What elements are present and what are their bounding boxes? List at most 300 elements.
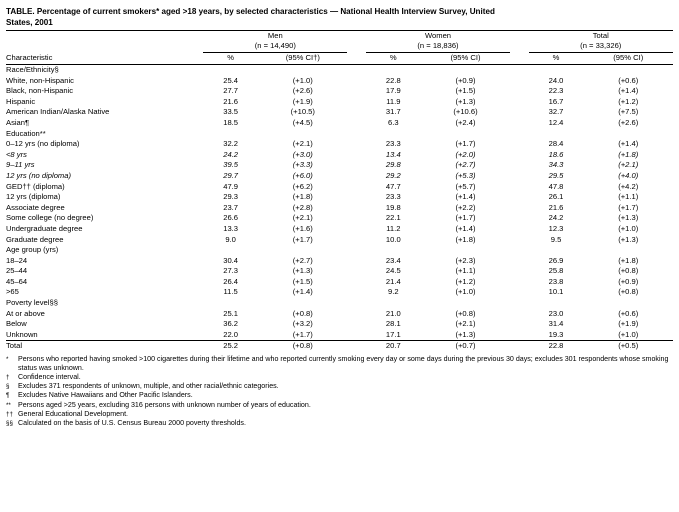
cell-ci-total: (+1.8) xyxy=(618,149,639,159)
cell-ci-total: (+1.4) xyxy=(618,86,639,96)
table-section-row xyxy=(6,64,673,75)
cell-ci-women: (+1.4) xyxy=(455,223,476,233)
footnote-marker: §§ xyxy=(6,420,13,428)
spacer-cell xyxy=(347,41,365,51)
spacer-cell xyxy=(510,160,528,171)
footnote xyxy=(6,373,673,382)
cell-ci-total: (+1.3) xyxy=(618,213,639,223)
row-label: Graduate degree xyxy=(6,234,64,244)
cell-ci-women: (+1.4) xyxy=(455,192,476,202)
group-n-men: (n = 14,490) xyxy=(254,41,296,51)
table-title-line2: States, 2001 xyxy=(6,18,53,27)
spacer-cell xyxy=(510,107,528,118)
spacer-cell xyxy=(347,181,365,192)
cell-ci-women: (+2.2) xyxy=(455,202,476,212)
cell-ci-men: (+1.3) xyxy=(292,266,313,276)
row-label: Below xyxy=(6,319,27,329)
column-header-ci-women: (95% CI) xyxy=(421,53,510,64)
cell-ci-total: (+2.1) xyxy=(618,160,639,170)
cell-ci-total: (+0.6) xyxy=(618,75,639,85)
column-header-pct-men: % xyxy=(203,53,258,64)
spacer-cell xyxy=(347,341,365,352)
spacer-cell xyxy=(347,329,365,340)
spacer-cell xyxy=(347,192,365,203)
cell-pct-women: 13.4 xyxy=(385,149,401,159)
cell-pct-men: 32.2 xyxy=(223,139,238,149)
cell-ci-women: (+1.0) xyxy=(455,287,476,297)
empty-cell xyxy=(366,298,421,309)
cell-pct-total: 25.8 xyxy=(548,266,564,276)
spacer-cell xyxy=(347,118,365,129)
footnote xyxy=(6,391,673,400)
cell-ci-women: (+1.7) xyxy=(455,139,476,149)
footnote-text: Persons who reported having smoked >100 cigarettes during their lifetime and who reported currently smoking every day or some days during the previous 30 days; excludes 301 respondents whose smoking status was unknown. xyxy=(18,354,669,372)
group-n-total: (n = 33,326) xyxy=(580,41,622,51)
row-label: 18–24 xyxy=(6,255,28,265)
cell-pct-total: 21.6 xyxy=(548,202,564,212)
table-title-line1: TABLE. Percentage of current smokers* aged xyxy=(6,7,183,16)
cell-pct-women: 20.7 xyxy=(366,341,421,352)
table-row xyxy=(6,192,673,203)
row-label: Age group (yrs) xyxy=(6,245,59,255)
cell-pct-men: 25.1 xyxy=(223,308,238,318)
spacer-cell xyxy=(510,276,528,287)
spacer-cell xyxy=(510,329,528,340)
cell-pct-men: 25.2 xyxy=(203,341,258,352)
spacer-cell xyxy=(347,308,365,319)
cell-pct-women: 47.7 xyxy=(385,181,401,191)
table-section-row xyxy=(6,245,673,256)
cell-pct-total: 23.8 xyxy=(548,276,564,286)
cell-pct-total: 29.5 xyxy=(548,170,564,180)
row-label: >65 xyxy=(6,287,19,297)
empty-cell xyxy=(366,128,421,139)
cell-pct-women: 17.9 xyxy=(385,86,401,96)
cell-ci-men: (+3.2) xyxy=(292,319,313,329)
table-row xyxy=(6,139,673,150)
spacer-cell xyxy=(347,266,365,277)
cell-pct-women: 22.1 xyxy=(385,213,401,223)
row-label: 12 yrs (diploma) xyxy=(6,192,61,202)
cell-pct-men: 26.6 xyxy=(223,213,238,223)
cell-pct-women: 23.3 xyxy=(385,139,401,149)
cell-ci-men: (+1.8) xyxy=(292,192,313,202)
cell-pct-women: 21.4 xyxy=(385,276,401,286)
cell-pct-total: 26.9 xyxy=(548,255,564,265)
spacer-cell xyxy=(510,255,528,266)
cell-ci-women: (+2.1) xyxy=(455,319,476,329)
cell-ci-women: (+2.3) xyxy=(455,255,476,265)
cell-ci-men: (+2.7) xyxy=(292,255,313,265)
cell-pct-total: 47.8 xyxy=(548,181,564,191)
cell-ci-men: (+3.0) xyxy=(292,149,313,159)
empty-cell xyxy=(529,245,584,256)
row-label: 12 yrs (no diploma) xyxy=(6,170,71,180)
cell-ci-women: (+1.2) xyxy=(455,276,476,286)
empty-cell xyxy=(584,64,673,75)
group-n-women: (n = 18,836) xyxy=(417,41,459,51)
footnote-marker: ¶ xyxy=(6,392,10,400)
empty-cell xyxy=(258,245,347,256)
spacer-cell xyxy=(347,202,365,213)
cell-pct-men: 21.6 xyxy=(223,96,238,106)
cell-pct-women: 9.2 xyxy=(388,287,399,297)
footnote xyxy=(6,355,673,373)
cell-ci-women: (+1.8) xyxy=(455,234,476,244)
cell-ci-total: (+0.8) xyxy=(618,287,639,297)
cell-ci-total: (+0.8) xyxy=(618,266,639,276)
smokers-table xyxy=(6,30,673,352)
spacer-cell xyxy=(347,86,365,97)
spacer-cell xyxy=(510,319,528,330)
empty-cell xyxy=(421,64,510,75)
empty-cell xyxy=(421,128,510,139)
spacer-cell xyxy=(510,41,528,51)
spacer-cell xyxy=(347,171,365,182)
table-row xyxy=(6,266,673,277)
table-row xyxy=(6,308,673,319)
spacer-cell xyxy=(510,118,528,129)
table-row xyxy=(6,75,673,86)
cell-ci-women: (+1.1) xyxy=(455,266,476,276)
cell-pct-women: 17.1 xyxy=(385,329,401,339)
cell-pct-men: 29.3 xyxy=(223,192,238,202)
cell-pct-total: 16.7 xyxy=(548,96,564,106)
table-row xyxy=(6,118,673,129)
cell-pct-total: 12.3 xyxy=(548,223,564,233)
table-title xyxy=(0,0,679,30)
cell-ci-men: (+0.8) xyxy=(258,341,347,352)
footnote-marker: * xyxy=(6,355,9,363)
spacer-cell xyxy=(510,234,528,245)
empty-cell xyxy=(510,298,528,309)
group-header-row xyxy=(6,31,673,42)
row-label: Asian¶ xyxy=(6,117,30,127)
spacer-cell xyxy=(6,31,203,42)
row-label: Some college (no degree) xyxy=(6,213,94,223)
cell-pct-total: 23.0 xyxy=(548,308,564,318)
cell-pct-men: 27.3 xyxy=(223,266,238,276)
cell-pct-women: 10.0 xyxy=(385,234,401,244)
cell-pct-total: 31.4 xyxy=(548,319,564,329)
cell-ci-women: (+10.6) xyxy=(453,107,478,117)
cell-pct-men: 39.5 xyxy=(223,160,238,170)
footnote-marker: ** xyxy=(6,401,11,409)
cell-ci-men: (+2.6) xyxy=(292,86,313,96)
cell-ci-women: (+5.3) xyxy=(455,170,476,180)
cell-ci-men: (+1.7) xyxy=(292,234,313,244)
empty-cell xyxy=(347,64,365,75)
group-header-men: Men xyxy=(203,31,347,42)
spacer-cell xyxy=(510,287,528,298)
group-n-row xyxy=(6,41,673,51)
cell-ci-total: (+1.9) xyxy=(618,319,639,329)
spacer-cell xyxy=(510,171,528,182)
table-row xyxy=(6,276,673,287)
cell-ci-men: (+3.3) xyxy=(292,160,313,170)
empty-cell xyxy=(510,128,528,139)
group-header-women: Women xyxy=(366,31,510,42)
cell-pct-total: 26.1 xyxy=(548,192,564,202)
spacer-cell xyxy=(510,341,528,352)
cell-pct-total: 24.0 xyxy=(548,75,564,85)
row-label: Black, non-Hispanic xyxy=(6,86,74,96)
table-row xyxy=(6,234,673,245)
cell-pct-total: 19.3 xyxy=(548,329,564,339)
spacer-cell xyxy=(347,276,365,287)
cell-pct-men: 30.4 xyxy=(223,255,238,265)
table-row xyxy=(6,255,673,266)
spacer-cell xyxy=(347,255,365,266)
cell-ci-total: (+1.7) xyxy=(618,202,639,212)
table-title-line1b: >18 years, by selected characteristics — National Health Interview Survey, United xyxy=(182,7,495,16)
row-label: 45–64 xyxy=(6,276,28,286)
spacer-cell xyxy=(510,224,528,235)
spacer-cell xyxy=(510,149,528,160)
cell-ci-women: (+0.9) xyxy=(455,75,476,85)
cell-pct-total: 22.8 xyxy=(529,341,584,352)
cell-ci-total: (+0.9) xyxy=(618,276,639,286)
cell-ci-men: (+6.2) xyxy=(292,181,313,191)
cell-pct-men: 26.4 xyxy=(223,276,238,286)
spacer-cell xyxy=(347,53,365,64)
cell-ci-total: (+1.3) xyxy=(618,234,639,244)
spacer-cell xyxy=(347,31,365,42)
row-label: <8 yrs xyxy=(6,149,27,159)
table-row xyxy=(6,224,673,235)
cell-ci-women: (+0.8) xyxy=(455,308,476,318)
spacer-cell xyxy=(347,234,365,245)
cell-pct-men: 36.2 xyxy=(223,319,238,329)
cell-ci-total: (+1.8) xyxy=(618,255,639,265)
row-label: Total xyxy=(6,341,203,352)
spacer-cell xyxy=(347,139,365,150)
spacer-cell xyxy=(347,96,365,107)
cell-ci-men: (+2.1) xyxy=(292,213,313,223)
table-total-row xyxy=(6,341,673,352)
cell-pct-women: 28.1 xyxy=(385,319,401,329)
cell-ci-women: (+2.4) xyxy=(455,117,476,127)
empty-cell xyxy=(529,64,584,75)
spacer-cell xyxy=(510,213,528,224)
cell-pct-women: 23.3 xyxy=(385,192,401,202)
column-header-row xyxy=(6,53,673,64)
cell-ci-total: (+1.1) xyxy=(618,192,639,202)
footnote-text: General Educational Development. xyxy=(18,409,129,418)
footnote xyxy=(6,401,673,410)
table-row xyxy=(6,86,673,97)
cell-ci-women: (+2.7) xyxy=(455,160,476,170)
cell-pct-men: 13.3 xyxy=(223,223,238,233)
empty-cell xyxy=(584,298,673,309)
cell-ci-total: (+4.2) xyxy=(618,181,639,191)
cell-ci-men: (+4.5) xyxy=(292,117,313,127)
cell-ci-total: (+2.6) xyxy=(618,117,639,127)
cell-ci-men: (+1.9) xyxy=(292,96,313,106)
footnote-text: Persons aged >25 years, excluding 316 persons with unknown number of years of education. xyxy=(18,400,311,409)
footnotes xyxy=(6,355,673,429)
cell-ci-men: (+6.0) xyxy=(292,170,313,180)
row-label: Undergraduate degree xyxy=(6,223,83,233)
cell-ci-men: (+2.1) xyxy=(292,139,313,149)
empty-cell xyxy=(258,128,347,139)
footnote-text: Confidence interval. xyxy=(18,373,81,382)
table-row xyxy=(6,96,673,107)
cell-pct-women: 22.8 xyxy=(385,75,401,85)
table-row xyxy=(6,329,673,340)
spacer-cell xyxy=(510,202,528,213)
spacer-cell xyxy=(510,53,528,64)
empty-cell xyxy=(510,64,528,75)
footnote-marker: † xyxy=(6,374,10,382)
empty-cell xyxy=(510,245,528,256)
empty-cell xyxy=(366,245,421,256)
table-row xyxy=(6,213,673,224)
empty-cell xyxy=(203,128,258,139)
table-row xyxy=(6,160,673,171)
empty-cell xyxy=(421,245,510,256)
row-label: 25–44 xyxy=(6,266,28,276)
row-label: 9–11 yrs xyxy=(6,160,35,170)
empty-cell xyxy=(584,128,673,139)
spacer-cell xyxy=(347,149,365,160)
empty-cell xyxy=(203,64,258,75)
spacer-cell xyxy=(347,107,365,118)
row-label: Unknown xyxy=(6,329,38,339)
cell-pct-men: 18.5 xyxy=(223,117,238,127)
footnote-text: Calculated on the basis of U.S. Census Bureau 2000 poverty thresholds. xyxy=(18,419,246,428)
cell-pct-women: 24.5 xyxy=(385,266,401,276)
cell-pct-women: 19.8 xyxy=(385,202,401,212)
table-section-row xyxy=(6,298,673,309)
column-header-pct-women: % xyxy=(366,53,421,64)
footnote xyxy=(6,419,673,428)
cell-pct-total: 34.3 xyxy=(548,160,564,170)
group-header-total: Total xyxy=(529,31,673,42)
cell-pct-total: 9.5 xyxy=(550,234,562,244)
cell-pct-men: 29.7 xyxy=(223,170,238,180)
cell-pct-men: 22.0 xyxy=(223,329,238,339)
spacer-cell xyxy=(347,160,365,171)
row-label: GED†† (diploma) xyxy=(6,181,65,191)
spacer-cell xyxy=(510,139,528,150)
spacer-cell xyxy=(510,31,528,42)
table-row xyxy=(6,319,673,330)
column-header-ci-men: (95% CI†) xyxy=(258,53,347,64)
cell-ci-men: (+1.7) xyxy=(292,329,313,339)
cell-pct-men: 27.7 xyxy=(223,86,238,96)
cell-ci-women: (+1.7) xyxy=(455,213,476,223)
empty-cell xyxy=(203,245,258,256)
table-row xyxy=(6,149,673,160)
spacer-cell xyxy=(510,96,528,107)
footnote-text: Excludes Native Hawaiians and Other Pacific Islanders. xyxy=(18,391,193,400)
empty-cell xyxy=(258,64,347,75)
cell-ci-men: (+0.8) xyxy=(292,308,313,318)
cell-pct-total: 32.7 xyxy=(548,107,564,117)
spacer-cell xyxy=(510,181,528,192)
cell-pct-women: 29.8 xyxy=(385,160,401,170)
cell-pct-men: 23.7 xyxy=(223,202,238,212)
cell-pct-men: 24.2 xyxy=(223,149,238,159)
spacer-cell xyxy=(347,319,365,330)
cell-ci-men: (+1.4) xyxy=(292,287,313,297)
row-label: Hispanic xyxy=(6,96,36,106)
cell-ci-men: (+2.8) xyxy=(292,202,313,212)
row-label: Education** xyxy=(6,128,46,138)
empty-cell xyxy=(203,298,258,309)
column-header-pct-total: % xyxy=(529,53,584,64)
empty-cell xyxy=(366,64,421,75)
cell-ci-women: (+5.7) xyxy=(455,181,476,191)
cell-ci-total: (+1.0) xyxy=(618,223,639,233)
cell-pct-men: 47.9 xyxy=(223,181,238,191)
empty-cell xyxy=(258,298,347,309)
cell-ci-women: (+0.7) xyxy=(421,341,510,352)
cell-ci-total: (+1.4) xyxy=(618,139,639,149)
cell-pct-women: 21.0 xyxy=(385,308,401,318)
empty-cell xyxy=(421,298,510,309)
empty-cell xyxy=(347,128,365,139)
row-label: 0–12 yrs (no diploma) xyxy=(6,139,80,149)
cell-pct-total: 24.2 xyxy=(548,213,564,223)
row-label: Race/Ethnicity§ xyxy=(6,65,59,74)
cell-ci-men: (+10.5) xyxy=(290,107,315,117)
spacer-cell xyxy=(347,75,365,86)
cell-ci-men: (+1.5) xyxy=(292,276,313,286)
spacer-cell xyxy=(347,287,365,298)
cell-pct-men: 9.0 xyxy=(225,234,236,244)
cell-ci-total: (+1.0) xyxy=(618,329,639,339)
cell-ci-women: (+1.3) xyxy=(455,96,476,106)
cell-pct-women: 11.9 xyxy=(386,96,401,106)
footnote-marker: § xyxy=(6,383,10,391)
cell-pct-women: 11.2 xyxy=(386,223,401,233)
footnote xyxy=(6,382,673,391)
cell-pct-total: 12.4 xyxy=(548,117,564,127)
cell-pct-total: 10.1 xyxy=(548,287,564,297)
row-label: Associate degree xyxy=(6,202,65,212)
table-row xyxy=(6,181,673,192)
footnote xyxy=(6,410,673,419)
row-label: White, non-Hispanic xyxy=(6,75,74,85)
cell-ci-women: (+1.3) xyxy=(455,329,476,339)
spacer-cell xyxy=(510,266,528,277)
cell-ci-women: (+1.5) xyxy=(455,86,476,96)
cell-ci-total: (+0.6) xyxy=(618,308,639,318)
cell-ci-men: (+1.0) xyxy=(292,75,313,85)
table-row xyxy=(6,202,673,213)
table-row xyxy=(6,107,673,118)
table-row xyxy=(6,287,673,298)
cell-pct-women: 31.7 xyxy=(385,107,401,117)
row-label: At or above xyxy=(6,308,45,318)
cell-ci-total: (+7.5) xyxy=(618,107,639,117)
spacer-cell xyxy=(510,86,528,97)
empty-cell xyxy=(529,298,584,309)
spacer-cell xyxy=(510,192,528,203)
cell-pct-women: 6.3 xyxy=(388,117,399,127)
table-body xyxy=(6,64,673,352)
footnote-text: Excludes 371 respondents of unknown, multiple, and other racial/ethnic categories. xyxy=(18,382,279,391)
table-section-row xyxy=(6,128,673,139)
cell-pct-total: 28.4 xyxy=(548,139,564,149)
spacer-cell xyxy=(347,213,365,224)
cell-ci-total: (+0.5) xyxy=(584,341,673,352)
cell-pct-men: 33.5 xyxy=(223,107,238,117)
cell-pct-men: 25.4 xyxy=(223,75,238,85)
cell-pct-men: 11.5 xyxy=(223,287,238,297)
